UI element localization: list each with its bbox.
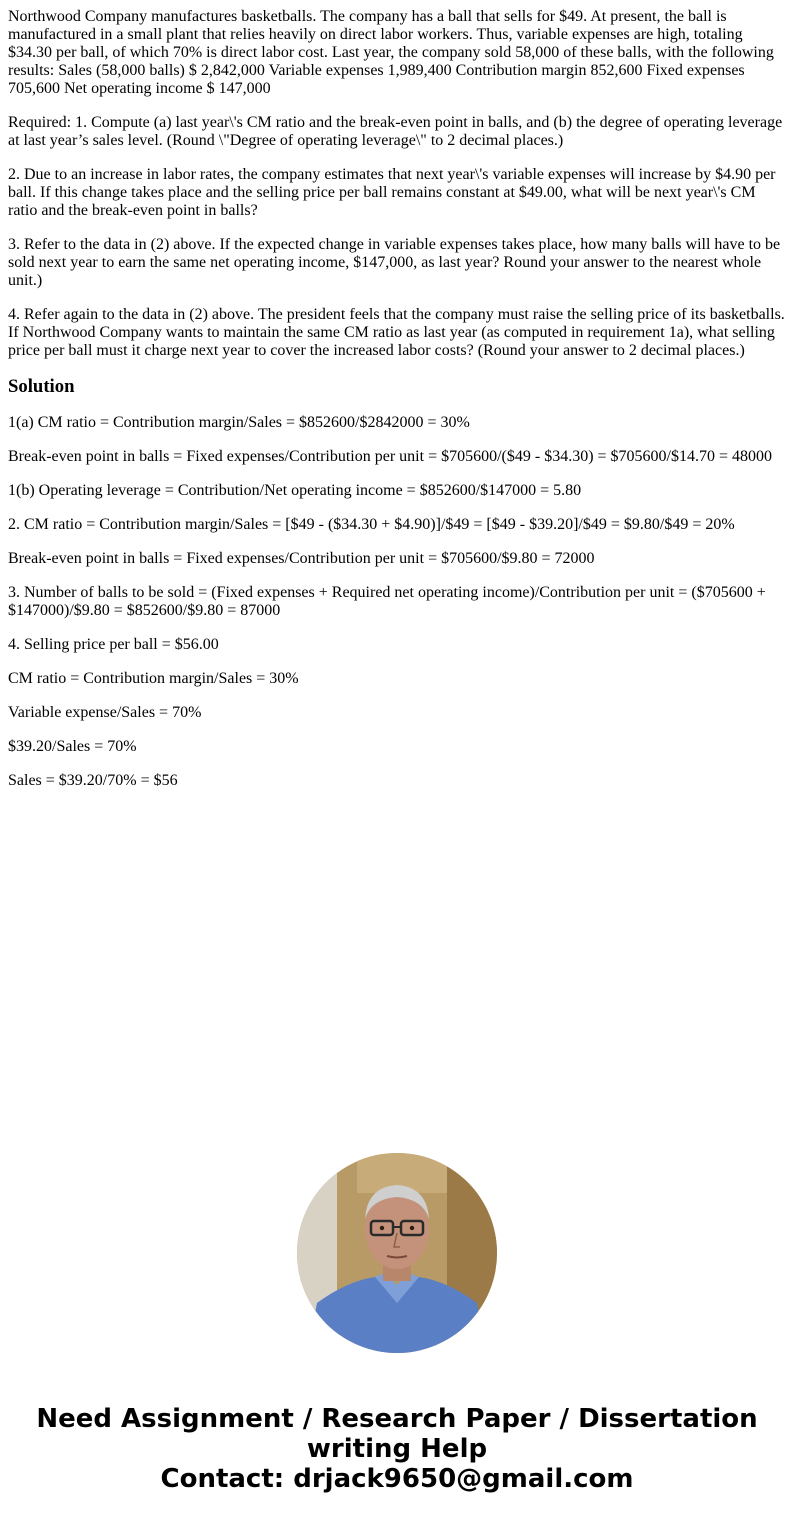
solution-line: 3. Number of balls to be sold = (Fixed expenses + Required net operating income)/Contribution per unit = ($705600 + $147000)/$9.80 = $852600/$9.80 = 87000 (8, 584, 766, 619)
solution-line: 1(b) Operating leverage = Contribution/Net operating income = $852600/$147000 = 5.80 (8, 482, 582, 499)
solution-line: Break-even point in balls = Fixed expenses/Contribution per unit = $705600/($49 - $34.30) = $705600/$14.70 = 48000 (8, 448, 773, 465)
solution-line: 2. CM ratio = Contribution margin/Sales = [$49 - ($34.30 + $4.90)]/$49 = [$49 - $39.20]/$49 = $9.80/$49 = 20% (8, 516, 735, 533)
promo-line-1: Need Assignment / Research Paper / Dissertation (36, 1404, 758, 1434)
requirement-2: 2. Due to an increase in labor rates, the company estimates that next year\'s variable expenses will increase by $4.90 per ball. If this change takes place and the selling price per ball remains constant at $49.00, what will be next year\'s CM ratio and the break-even point in balls? (8, 166, 776, 219)
document-body (8, 8, 786, 806)
solution-line: Variable expense/Sales = 70% (8, 704, 202, 721)
promo-contact: Contact: drjack9650@gmail.com (160, 1464, 634, 1494)
avatar-illustration (297, 1153, 497, 1353)
solution-line: 4. Selling price per ball = $56.00 (8, 636, 219, 653)
solution-line: CM ratio = Contribution margin/Sales = 30% (8, 670, 299, 687)
question-intro: Northwood Company manufactures basketballs. The company has a ball that sells for $49. At present, the ball is manufactured in a small plant that relies heavily on direct labor workers. Thus, variable expenses are high, totaling $34.30 per ball, of which 70% is direct labor cost. Last year, the company sold 58,000 of these balls, with the following results: Sales (58,000 balls) $ 2,842,000 Variable expenses 1,989,400 Contribution margin 852,600 Fixed expenses 705,600 Net operating income $ 147,000 (8, 8, 774, 97)
tutor-avatar-photo (297, 1153, 497, 1353)
requirement-3: 3. Refer to the data in (2) above. If the expected change in variable expenses takes place, how many balls will have to be sold next year to earn the same net operating income, $147,000, as last year? Round your answer to the nearest whole unit.) (8, 236, 781, 289)
promo-line-2: writing Help (306, 1434, 488, 1464)
promo-banner (0, 1404, 794, 1494)
solution-heading: Solution (8, 376, 75, 397)
solution-line: $39.20/Sales = 70% (8, 738, 137, 755)
solution-line: Break-even point in balls = Fixed expenses/Contribution per unit = $705600/$9.80 = 72000 (8, 550, 595, 567)
requirement-4: 4. Refer again to the data in (2) above. The president feels that the company must raise the selling price of its basketballs. If Northwood Company wants to maintain the same CM ratio as last year (as computed in requirement 1a), what selling price per ball must it charge next year to cover the increased labor costs? (Round your answer to 2 decimal places.) (8, 306, 785, 359)
solution-line: Sales = $39.20/70% = $56 (8, 772, 178, 789)
requirement-1: Required: 1. Compute (a) last year\'s CM ratio and the break-even point in balls, and (b) the degree of operating leverage at last year’s sales level. (Round \"Degree of operating leverage\" to 2 decimal places.) (8, 114, 783, 149)
solution-line: 1(a) CM ratio = Contribution margin/Sales = $852600/$2842000 = 30% (8, 414, 470, 431)
